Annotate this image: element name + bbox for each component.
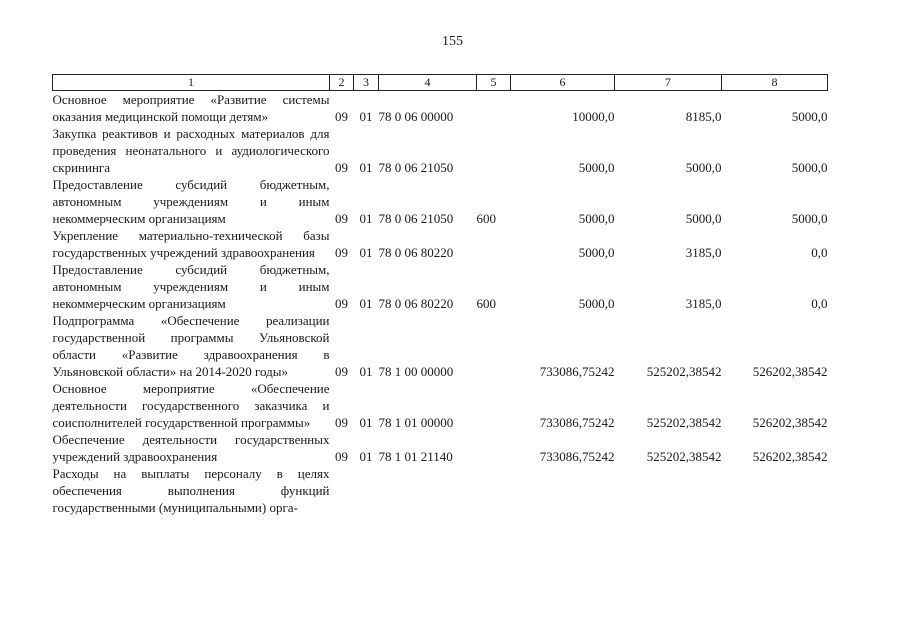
- row-name: Предоставление субсидий бюджетным, автономным учреждениям и иным некоммерческим организациям: [52, 177, 330, 226]
- amount-col-8: 526202,38542: [752, 364, 828, 379]
- row-name: Укрепление материально-технической базы государственных учреждений здравоохранения: [52, 228, 330, 260]
- row-name: Основное мероприятие «Развитие системы оказания медицинской помощи детям»: [52, 92, 330, 124]
- expense-type-code: [477, 125, 511, 176]
- amount-col-6: 733086,75242: [539, 449, 615, 464]
- amount-col-7: 5000,0: [685, 211, 722, 226]
- column-header-6: 6: [511, 75, 615, 91]
- subsection-code: 01: [359, 109, 373, 124]
- column-header-8: 8: [722, 75, 828, 91]
- section-code: 09: [335, 109, 348, 124]
- column-header-7: 7: [615, 75, 722, 91]
- row-name: Предоставление субсидий бюджетным, автономным учреждениям и иным некоммерческим организациям: [52, 262, 330, 311]
- section-code: 09: [335, 160, 348, 175]
- section-code: 09: [335, 449, 348, 464]
- section-code: 09: [335, 296, 348, 311]
- amount-col-6: 10000,0: [572, 109, 615, 124]
- row-name: Основное мероприятие «Обеспечение деятельности государственного заказчика и соисполнителей государственной программы»: [52, 381, 330, 430]
- section-code: 09: [335, 211, 348, 226]
- amount-col-7: 3185,0: [685, 296, 722, 311]
- amount-col-8: [722, 465, 828, 516]
- row-name: Подпрограмма «Обеспечение реализации государственной программы Ульяновской области «Развитие здравоохранения в Ульяновской области» на 2014-2020 годы»: [52, 313, 330, 379]
- budget-table: [52, 74, 828, 516]
- amount-col-8: 5000,0: [791, 109, 828, 124]
- amount-col-7: [615, 465, 722, 516]
- amount-col-7: 525202,38542: [646, 364, 722, 379]
- table-row: [53, 380, 828, 431]
- table-row: [53, 227, 828, 261]
- amount-col-8: 5000,0: [791, 160, 828, 175]
- subsection-code: 01: [359, 211, 373, 226]
- amount-col-6: 5000,0: [578, 160, 615, 175]
- target-article-code: [379, 465, 477, 516]
- table-header-row: [53, 75, 828, 91]
- subsection-code: 01: [359, 160, 373, 175]
- amount-col-8: 526202,38542: [752, 449, 828, 464]
- amount-col-8: 0,0: [811, 296, 828, 311]
- amount-col-6: 5000,0: [578, 211, 615, 226]
- table-row: [53, 261, 828, 312]
- amount-col-6: 5000,0: [578, 296, 615, 311]
- amount-col-8: 526202,38542: [752, 415, 828, 430]
- expense-type-code: [477, 91, 511, 126]
- subsection-code: [354, 465, 379, 516]
- target-article-code: 78 0 06 80220: [378, 245, 454, 260]
- expense-type-code: [477, 312, 511, 380]
- section-code: 09: [335, 415, 348, 430]
- amount-col-6: 5000,0: [578, 245, 615, 260]
- target-article-code: 78 1 01 21140: [378, 449, 453, 464]
- table-row: [53, 431, 828, 465]
- subsection-code: 01: [359, 364, 373, 379]
- column-header-1: 1: [53, 75, 330, 91]
- table-row: [53, 465, 828, 516]
- column-header-3: 3: [354, 75, 379, 91]
- amount-col-7: 525202,38542: [646, 415, 722, 430]
- expense-type-code: 600: [476, 296, 496, 311]
- expense-type-code: 600: [476, 211, 496, 226]
- amount-col-6: 733086,75242: [539, 364, 615, 379]
- target-article-code: 78 0 06 80220: [378, 296, 454, 311]
- amount-col-7: 8185,0: [685, 109, 722, 124]
- table-row: [53, 176, 828, 227]
- row-name: Обеспечение деятельности государственных учреждений здравоохранения: [52, 432, 330, 464]
- amount-col-6: [511, 465, 615, 516]
- expense-type-code: [477, 431, 511, 465]
- table-row: [53, 125, 828, 176]
- amount-col-6: 733086,75242: [539, 415, 615, 430]
- amount-col-7: 3185,0: [685, 245, 722, 260]
- row-name: Расходы на выплаты персоналу в целях обеспечения выполнения функций государственными (муниципальными) орга-: [52, 466, 330, 515]
- target-article-code: 78 1 00 00000: [378, 364, 454, 379]
- target-article-code: 78 0 06 21050: [378, 211, 454, 226]
- target-article-code: 78 0 06 21050: [378, 160, 454, 175]
- table-row: [53, 312, 828, 380]
- column-header-4: 4: [379, 75, 477, 91]
- amount-col-8: 5000,0: [791, 211, 828, 226]
- column-header-5: 5: [477, 75, 511, 91]
- page-number: 155: [442, 34, 463, 49]
- column-header-2: 2: [330, 75, 354, 91]
- subsection-code: 01: [359, 449, 373, 464]
- subsection-code: 01: [359, 245, 373, 260]
- expense-type-code: [477, 380, 511, 431]
- table-row: [53, 91, 828, 126]
- section-code: 09: [335, 364, 348, 379]
- amount-col-7: 5000,0: [685, 160, 722, 175]
- expense-type-code: [477, 227, 511, 261]
- amount-col-8: 0,0: [811, 245, 828, 260]
- target-article-code: 78 0 06 00000: [378, 109, 454, 124]
- target-article-code: 78 1 01 00000: [378, 415, 454, 430]
- subsection-code: 01: [359, 415, 373, 430]
- row-name: Закупка реактивов и расходных материалов для проведения неонатального и аудиологического скрининга: [52, 126, 330, 175]
- section-code: [330, 465, 354, 516]
- subsection-code: 01: [359, 296, 373, 311]
- expense-type-code: [477, 465, 511, 516]
- amount-col-7: 525202,38542: [646, 449, 722, 464]
- section-code: 09: [335, 245, 348, 260]
